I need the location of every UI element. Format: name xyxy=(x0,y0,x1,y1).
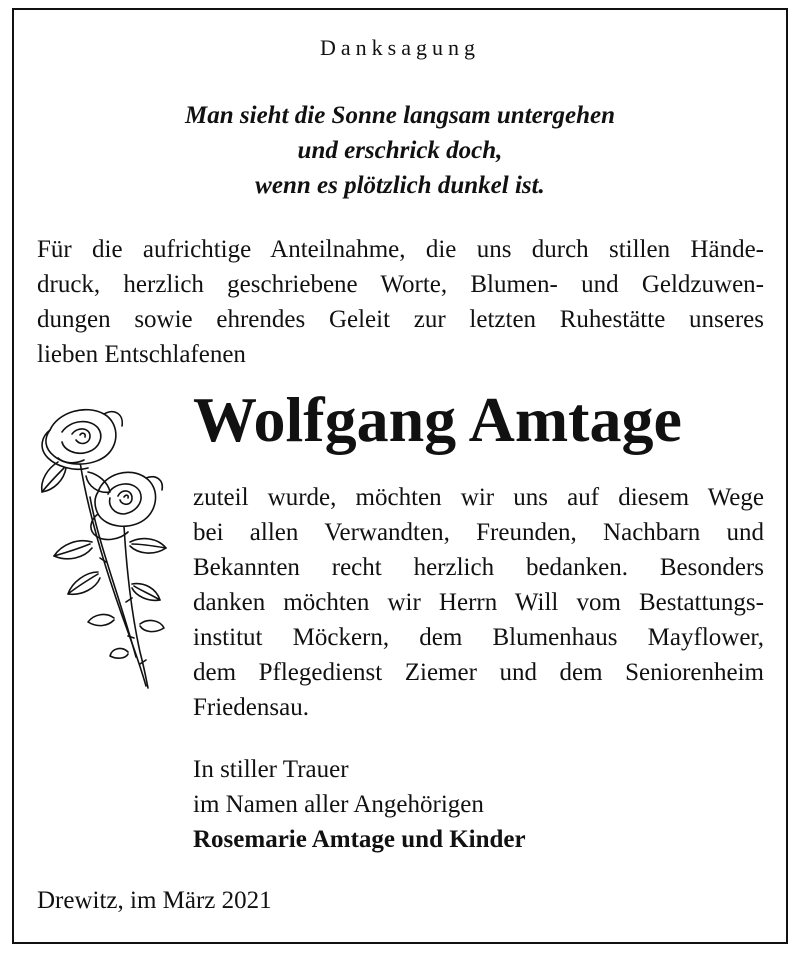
intro-line: dungen sowie ehrendes Geleit zur letzten Ruhestätte unseres xyxy=(37,306,764,333)
roses-icon xyxy=(28,402,173,694)
quote-line: und erschrick doch, xyxy=(297,137,503,164)
thanks-paragraph xyxy=(193,480,764,725)
intro-line: druck, herzlich geschriebene Worte, Blumen- und Geldzuwen- xyxy=(37,271,764,298)
closing-block xyxy=(193,752,526,857)
deceased-name: Wolfgang Amtage xyxy=(193,384,682,455)
notice-heading: Danksagung xyxy=(320,35,480,60)
thanks-line: institut Möckern, dem Blumenhaus Mayflower, xyxy=(193,624,764,651)
closing-line: In stiller Trauer xyxy=(193,756,349,783)
thanks-line: zuteil wurde, möchten wir uns auf diesem Wege xyxy=(193,484,764,511)
quote-line: wenn es plötzlich dunkel ist. xyxy=(255,172,545,199)
closing-line: im Namen aller Angehörigen xyxy=(193,791,484,818)
memorial-quote xyxy=(0,98,800,203)
intro-line: Für die aufrichtige Anteilnahme, die uns durch stillen Hände- xyxy=(37,236,764,263)
thanks-line: Bekannten recht herzlich bedanken. Besonders xyxy=(193,554,764,581)
intro-line: lieben Entschlafenen xyxy=(37,341,246,368)
thanks-line: danken möchten wir Herrn Will vom Bestattungs- xyxy=(193,589,764,616)
intro-paragraph xyxy=(37,232,764,372)
thanks-line: Friedensau. xyxy=(193,694,309,721)
place-and-date: Drewitz, im März 2021 xyxy=(37,887,272,914)
thanks-line: dem Pflegedienst Ziemer und dem Seniorenheim xyxy=(193,659,764,686)
signers-name: Rosemarie Amtage und Kinder xyxy=(193,826,526,853)
thanks-line: bei allen Verwandten, Freunden, Nachbarn und xyxy=(193,519,764,546)
quote-line: Man sieht die Sonne langsam untergehen xyxy=(185,102,615,129)
